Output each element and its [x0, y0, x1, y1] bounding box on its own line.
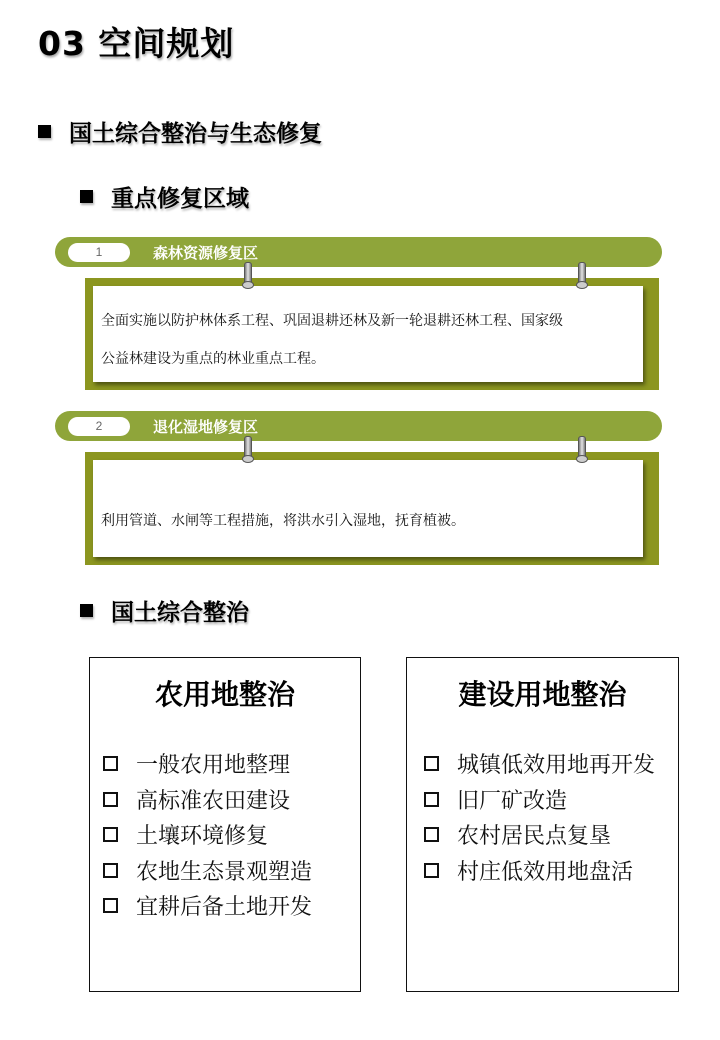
box-title: 建设用地整治 — [458, 678, 627, 711]
checkbox-square-icon — [424, 756, 439, 771]
remediation-heading-text: 国土综合整治 — [111, 600, 249, 626]
box-list — [103, 746, 312, 924]
area-number-2: 2 — [68, 417, 130, 436]
list-item-label: 宜耕后备土地开发 — [136, 895, 313, 921]
list-item-label: 城镇低效用地再开发 — [457, 753, 656, 779]
agricultural-land-box — [89, 657, 361, 992]
restoration-heading — [80, 180, 249, 213]
list-item-label: 一般农用地整理 — [136, 753, 291, 779]
list-item — [103, 888, 312, 924]
area-1-line-2: 公益林建设为重点的林业重点工程。 — [101, 351, 325, 367]
section-heading — [38, 115, 322, 148]
list-item-label: 村庄低效用地盘活 — [457, 859, 634, 885]
square-bullet-icon — [80, 190, 93, 203]
list-item-label: 高标准农田建设 — [136, 788, 291, 814]
list-item — [103, 817, 312, 853]
list-item-label: 旧厂矿改造 — [457, 788, 568, 814]
checkbox-square-icon — [424, 792, 439, 807]
checkbox-square-icon — [103, 863, 118, 878]
square-bullet-icon — [38, 125, 51, 138]
binder-clip-icon — [578, 436, 586, 460]
checkbox-square-icon — [424, 827, 439, 842]
square-bullet-icon — [80, 604, 93, 617]
checkbox-square-icon — [103, 898, 118, 913]
area-board-1 — [85, 278, 659, 390]
list-item — [424, 853, 655, 889]
box-title: 农用地整治 — [154, 678, 295, 711]
area-band-2 — [55, 411, 662, 441]
area-name-2: 退化湿地修复区 — [153, 418, 259, 436]
construction-land-box — [406, 657, 679, 992]
list-item — [424, 817, 655, 853]
list-item — [424, 746, 655, 782]
binder-clip-icon — [244, 262, 252, 286]
box-list — [424, 746, 655, 888]
list-item — [103, 853, 312, 889]
list-item — [103, 782, 312, 818]
page-title: 03 空间规划 — [38, 24, 235, 63]
area-number-1: 1 — [68, 243, 130, 262]
list-item — [424, 782, 655, 818]
list-item — [103, 746, 312, 782]
checkbox-square-icon — [103, 792, 118, 807]
section-heading-text: 国土综合整治与生态修复 — [69, 121, 322, 147]
checkbox-square-icon — [424, 863, 439, 878]
binder-clip-icon — [244, 436, 252, 460]
list-item-label: 农村居民点复垦 — [457, 824, 612, 850]
area-name-1: 森林资源修复区 — [153, 244, 259, 262]
checkbox-square-icon — [103, 827, 118, 842]
area-card-2 — [93, 460, 643, 557]
area-card-1 — [93, 286, 643, 382]
remediation-heading — [80, 594, 249, 627]
checkbox-square-icon — [103, 756, 118, 771]
list-item-label: 土壤环境修复 — [136, 824, 269, 850]
area-1-line-1: 全面实施以防护林体系工程、巩固退耕还林及新一轮退耕还林工程、国家级 — [101, 313, 563, 329]
list-item-label: 农地生态景观塑造 — [136, 859, 313, 885]
binder-clip-icon — [578, 262, 586, 286]
area-2-line-1: 利用管道、水闸等工程措施，将洪水引入湿地，抚育植被。 — [101, 513, 465, 529]
area-board-2 — [85, 452, 659, 565]
restoration-heading-text: 重点修复区域 — [111, 186, 249, 212]
area-band-1 — [55, 237, 662, 267]
